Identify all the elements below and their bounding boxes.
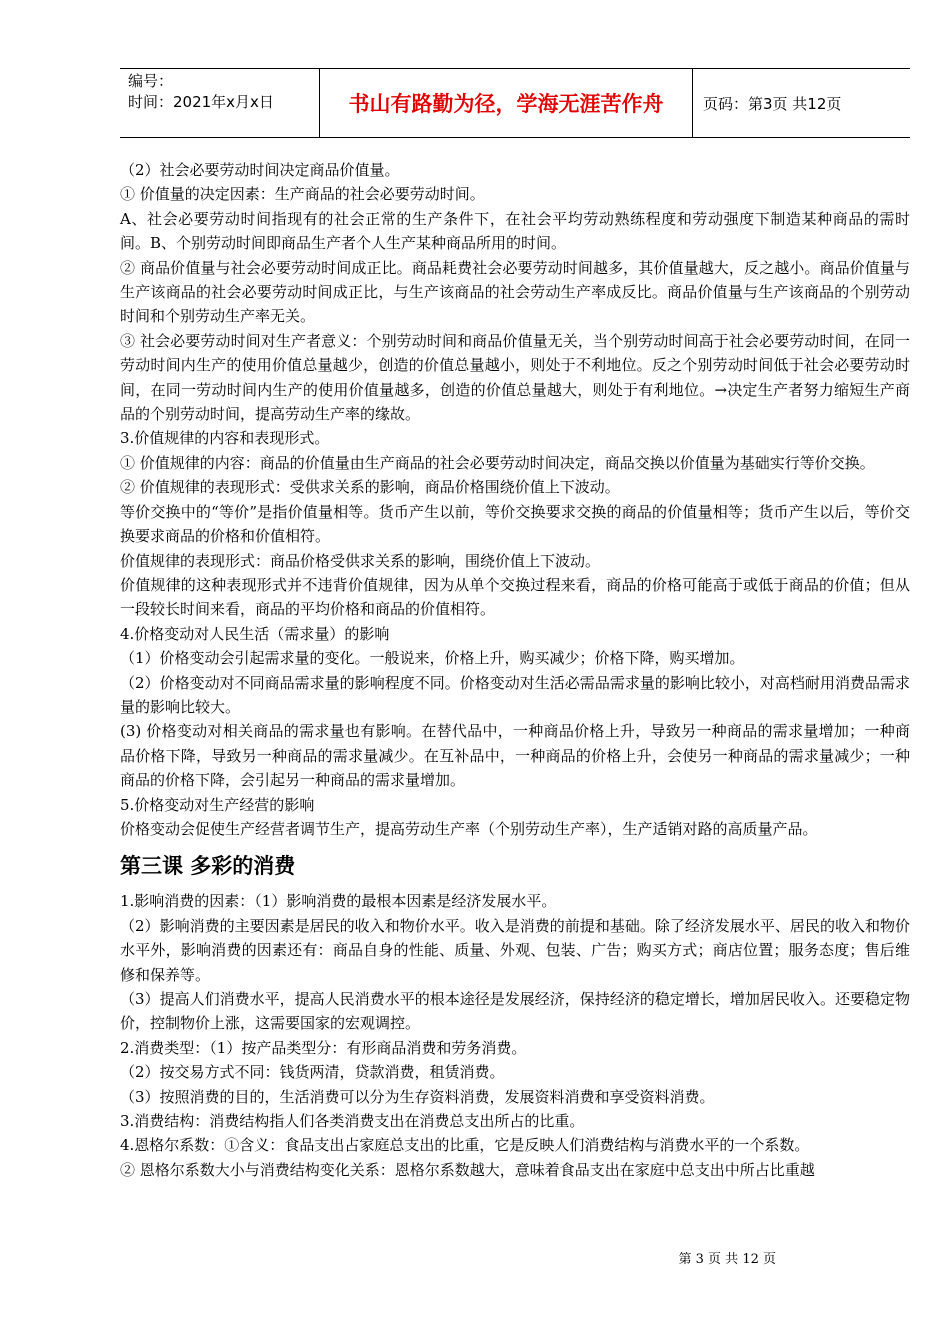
document-body [120,158,910,1182]
page-footer: 第 3 页 共 12 页 [678,1252,776,1267]
time-label: 时间：2021年x月x日 [128,93,274,111]
paragraph: （3）按照消费的目的，生活消费可以分为生存资料消费，发展资料消费和享受资料消费。 [120,1087,715,1106]
paragraph: 4.价格变动对人民生活（需求量）的影响 [120,624,390,643]
paragraph: ② 价值规律的表现形式：受供求关系的影响，商品价格围绕价值上下波动。 [120,478,620,497]
paragraph: (3) 价格变动对相关商品的需求量也有影响。在替代品中，一种商品价格上升，导致另一种商品的需求量增加；一种商品价格下降，导致另一种商品的需求量减少。在互补品中，一种商品的价格上升，会使另一种商品的需求量减少；一种商品的价格下降，会引起另一种商品的需求量增加。 [120,722,910,790]
paragraph: （3）提高人们消费水平，提高人民消费水平的根本途径是发展经济，保持经济的稳定增长，增加居民收入。还要稳定物价，控制物价上涨，这需要国家的宏观调控。 [120,990,910,1033]
motto: 书山有路勤为径，学海无涯苦作舟 [320,69,693,137]
paragraph: 5.价格变动对生产经营的影响 [120,795,315,814]
paragraph: ① 价值规律的内容：商品的价值量由生产商品的社会必要劳动时间决定，商品交换以价值量为基础实行等价交换。 [120,453,875,472]
paragraph: A、社会必要劳动时间指现有的社会正常的生产条件下，在社会平均劳动熟练程度和劳动强度下制造某种商品的需时间。B、个别劳动时间即商品生产者个人生产某种商品所用的时间。 [120,209,910,253]
section-title: 第三课 多彩的消费 [120,854,296,879]
paragraph: （1）价格变动会引起需求量的变化。一般说来，价格上升，购买减少；价格下降，购买增加。 [120,649,745,668]
paragraph: ② 商品价值量与社会必要劳动时间成正比。商品耗费社会必要劳动时间越多，其价值量越大，反之越小。商品价值量与生产该商品的社会必要劳动时间成正比，与生产该商品的社会劳动生产率成反比。商品价值量与生产该商品的个别劳动时间和个别劳动生产率无关。 [120,258,910,326]
paragraph: （2）影响消费的主要因素是居民的收入和物价水平。收入是消费的前提和基础。除了经济发展水平、居民的收入和物价水平外，影响消费的因素还有：商品自身的性能、质量、外观、包装、广告；购买方式；商店位置；服务态度；售后维修和保养等。 [120,916,910,984]
paragraph: （2）价格变动对不同商品需求量的影响程度不同。价格变动对生活必需品需求量的影响比较小，对高档耐用消费品需求量的影响比较大。 [120,673,910,716]
paragraph: 等价交换中的“等价”是指价值量相等。货币产生以前，等价交换要求交换的商品的价值量相等；货币产生以后，等价交换要求商品的价格和价值相符。 [120,502,910,546]
paragraph: （2）按交易方式不同：钱货两清，贷款消费，租赁消费。 [120,1063,505,1082]
paragraph: 2.消费类型：（1）按产品类型分：有形商品消费和劳务消费。 [120,1038,527,1057]
paragraph: 4.恩格尔系数：①含义：食品支出占家庭总支出的比重，它是反映人们消费结构与消费水平的一个系数。 [120,1136,810,1155]
paragraph: 3.消费结构：消费结构指人们各类消费支出在消费总支出所占的比重。 [120,1112,585,1131]
header-table [120,68,910,138]
paragraph: ② 恩格尔系数大小与消费结构变化关系：恩格尔系数越大，意味着食品支出在家庭中总支出中所占比重越 [120,1160,815,1179]
number-label: 编号： [128,72,174,90]
header-left-cell [120,69,320,137]
paragraph: ③ 社会必要劳动时间对生产者意义：个别劳动时间和商品价值量无关，当个别劳动时间高于社会必要劳动时间，在同一劳动时间内生产的使用价值总量越少，创造的价值总量越小，则处于不利地位。反之个别劳动时间低于社会必要劳动时间，在同一劳动时间内生产的使用价值量越多，创造的价值总量越大，则处于有利地位。→决定生产者努力缩短生产商品的个别劳动时间，提高劳动生产率的缘故。 [120,331,910,424]
page-label: 页码：第3页 共12页 [703,94,842,113]
paragraph: （2）社会必要劳动时间决定商品价值量。 [120,161,400,179]
paragraph: 1.影响消费的因素：（1）影响消费的最根本因素是经济发展水平。 [120,892,557,911]
paragraph: 3.价值规律的内容和表现形式。 [120,429,330,448]
paragraph: ① 价值量的决定因素：生产商品的社会必要劳动时间。 [120,185,485,204]
paragraph: 价格变动会促使生产经营者调节生产，提高劳动生产率（个别劳动生产率），生产适销对路的高质量产品。 [120,819,818,838]
paragraph: 价值规律的这种表现形式并不违背价值规律，因为从单个交换过程来看，商品的价格可能高于或低于商品的价值；但从一段较长时间来看，商品的平均价格和商品的价值相符。 [120,575,910,619]
paragraph: 价值规律的表现形式：商品价格受供求关系的影响，围绕价值上下波动。 [120,551,601,570]
